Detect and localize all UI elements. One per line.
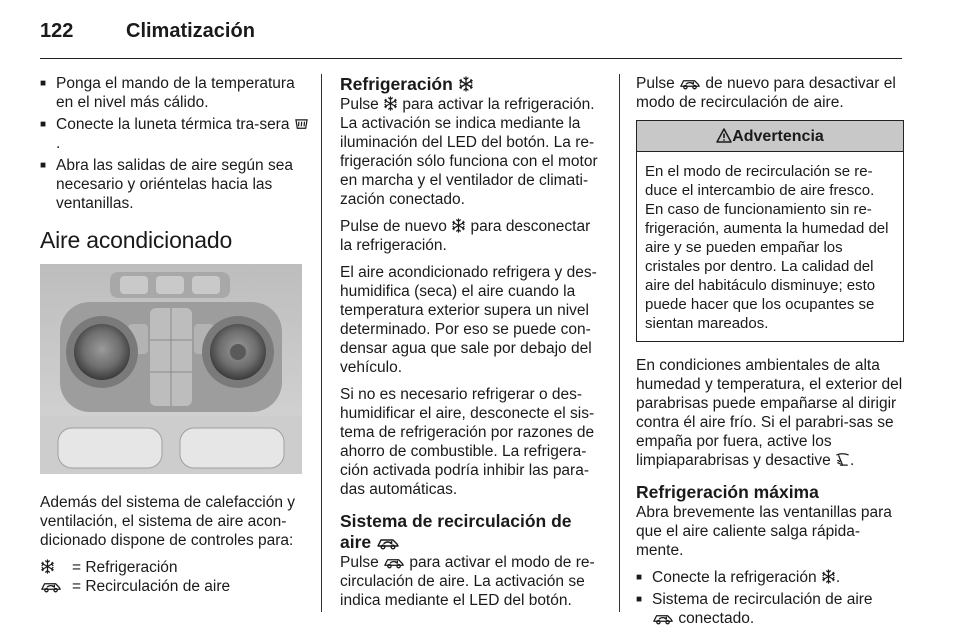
column-divider — [619, 74, 620, 612]
recirculation-icon — [40, 580, 62, 593]
warning-title: Advertencia — [732, 128, 824, 145]
legend-item: = Refrigeración — [40, 558, 310, 577]
header-divider — [40, 58, 902, 59]
paragraph: En condiciones ambientales de alta humedad y temperatura, el exterior del parabrisas puede empañarse al dirigir contra él aire frío. Si el parabri-sas se empaña por fuera, active los limpiaparabrisas y desactive . — [636, 357, 903, 469]
subsection-heading: Sistema de recirculación de aire — [340, 511, 572, 552]
section-heading: Aire acondicionado — [40, 227, 233, 253]
snowflake-icon — [451, 218, 466, 233]
warning-triangle-icon — [716, 128, 732, 143]
paragraph: El aire acondicionado refrigera y des-humidifica (seca) el aire cuando la temperatura exterior supera un nivel determinado. Por eso se puede con-densar agua que sale por debajo del vehículo. — [340, 264, 597, 376]
paragraph: Si no es necesario refrigerar o des-humidificar el aire, desconecte el sis-tema de refrigeración por razones de ahorro de combustible. La refrigera-ción activada podría inhibir las para-das automáticas. — [340, 386, 595, 498]
paragraph: Abra brevemente las ventanillas para que el aire caliente salga rápida-mente. — [636, 504, 892, 559]
paragraph: Pulse para activar el modo de re-circulación de aire. La activación se indica mediante el LED del botón. — [340, 554, 595, 609]
page-header — [40, 14, 902, 54]
snowflake-icon — [821, 569, 836, 584]
recirculation-icon — [652, 612, 674, 625]
column-right — [636, 74, 904, 636]
recirculation-icon — [376, 536, 400, 550]
list-item: ■ Abra las salidas de aire según sea necesario y oriéntelas hacia las ventanillas. — [40, 156, 310, 213]
warning-text: En el modo de recirculación se re-duce el intercambio de aire fresco. En caso de funcionamiento sin re-frigeración, aumenta la humedad del aire y se pueden empañar los cristales por dentro. La calidad del aire del habitáculo disminuye; esto puede hacer que los ocupantes se sientan mareados. — [645, 163, 889, 332]
recirculation-icon — [679, 77, 701, 90]
legend-item: = Recirculación de aire — [40, 577, 310, 596]
paragraph: Pulse de nuevo para desactivar el modo de recirculación de aire. — [636, 75, 896, 111]
page-number: 122 — [40, 20, 74, 42]
column-divider — [321, 74, 322, 612]
paragraph: Pulse de nuevo para desconectar la refrigeración. — [340, 218, 591, 254]
chapter-title: Climatización — [126, 20, 255, 42]
list-item: ■ Ponga el mando de la temperatura en el nivel más cálido. — [40, 74, 310, 112]
list-item: ■ Sistema de recirculación de aire conectado. — [636, 590, 904, 628]
caption: Además del sistema de calefacción y ventilación, el sistema de aire acon-dicionado dispone de controles para: — [40, 494, 296, 549]
wiper-icon — [835, 452, 850, 467]
rear-window-heater-icon — [294, 118, 309, 131]
recirculation-icon — [383, 556, 405, 569]
snowflake-icon — [383, 96, 398, 111]
subsection-heading: Refrigeración — [340, 74, 602, 95]
list-item: ■ Conecte la luneta térmica tra-sera . — [40, 115, 310, 153]
paragraph: Pulse para activar la refrigeración. La activación se indica mediante la iluminación del LED del botón. La re-frigeración sólo funciona con el motor en marcha y el ventilador de climati-zación conectado. — [340, 96, 598, 208]
snowflake-icon — [40, 559, 55, 574]
bullet-list — [636, 568, 904, 628]
subsection-heading: Refrigeración máxima — [636, 482, 819, 502]
snowflake-icon — [458, 76, 474, 92]
warning-header — [637, 121, 903, 152]
bullet-list — [40, 74, 310, 213]
column-middle — [340, 74, 602, 618]
warning-box — [636, 120, 904, 342]
climate-control-panel-image — [40, 264, 302, 474]
column-left — [40, 74, 310, 596]
list-item: ■ Conecte la refrigeración . — [636, 568, 904, 587]
